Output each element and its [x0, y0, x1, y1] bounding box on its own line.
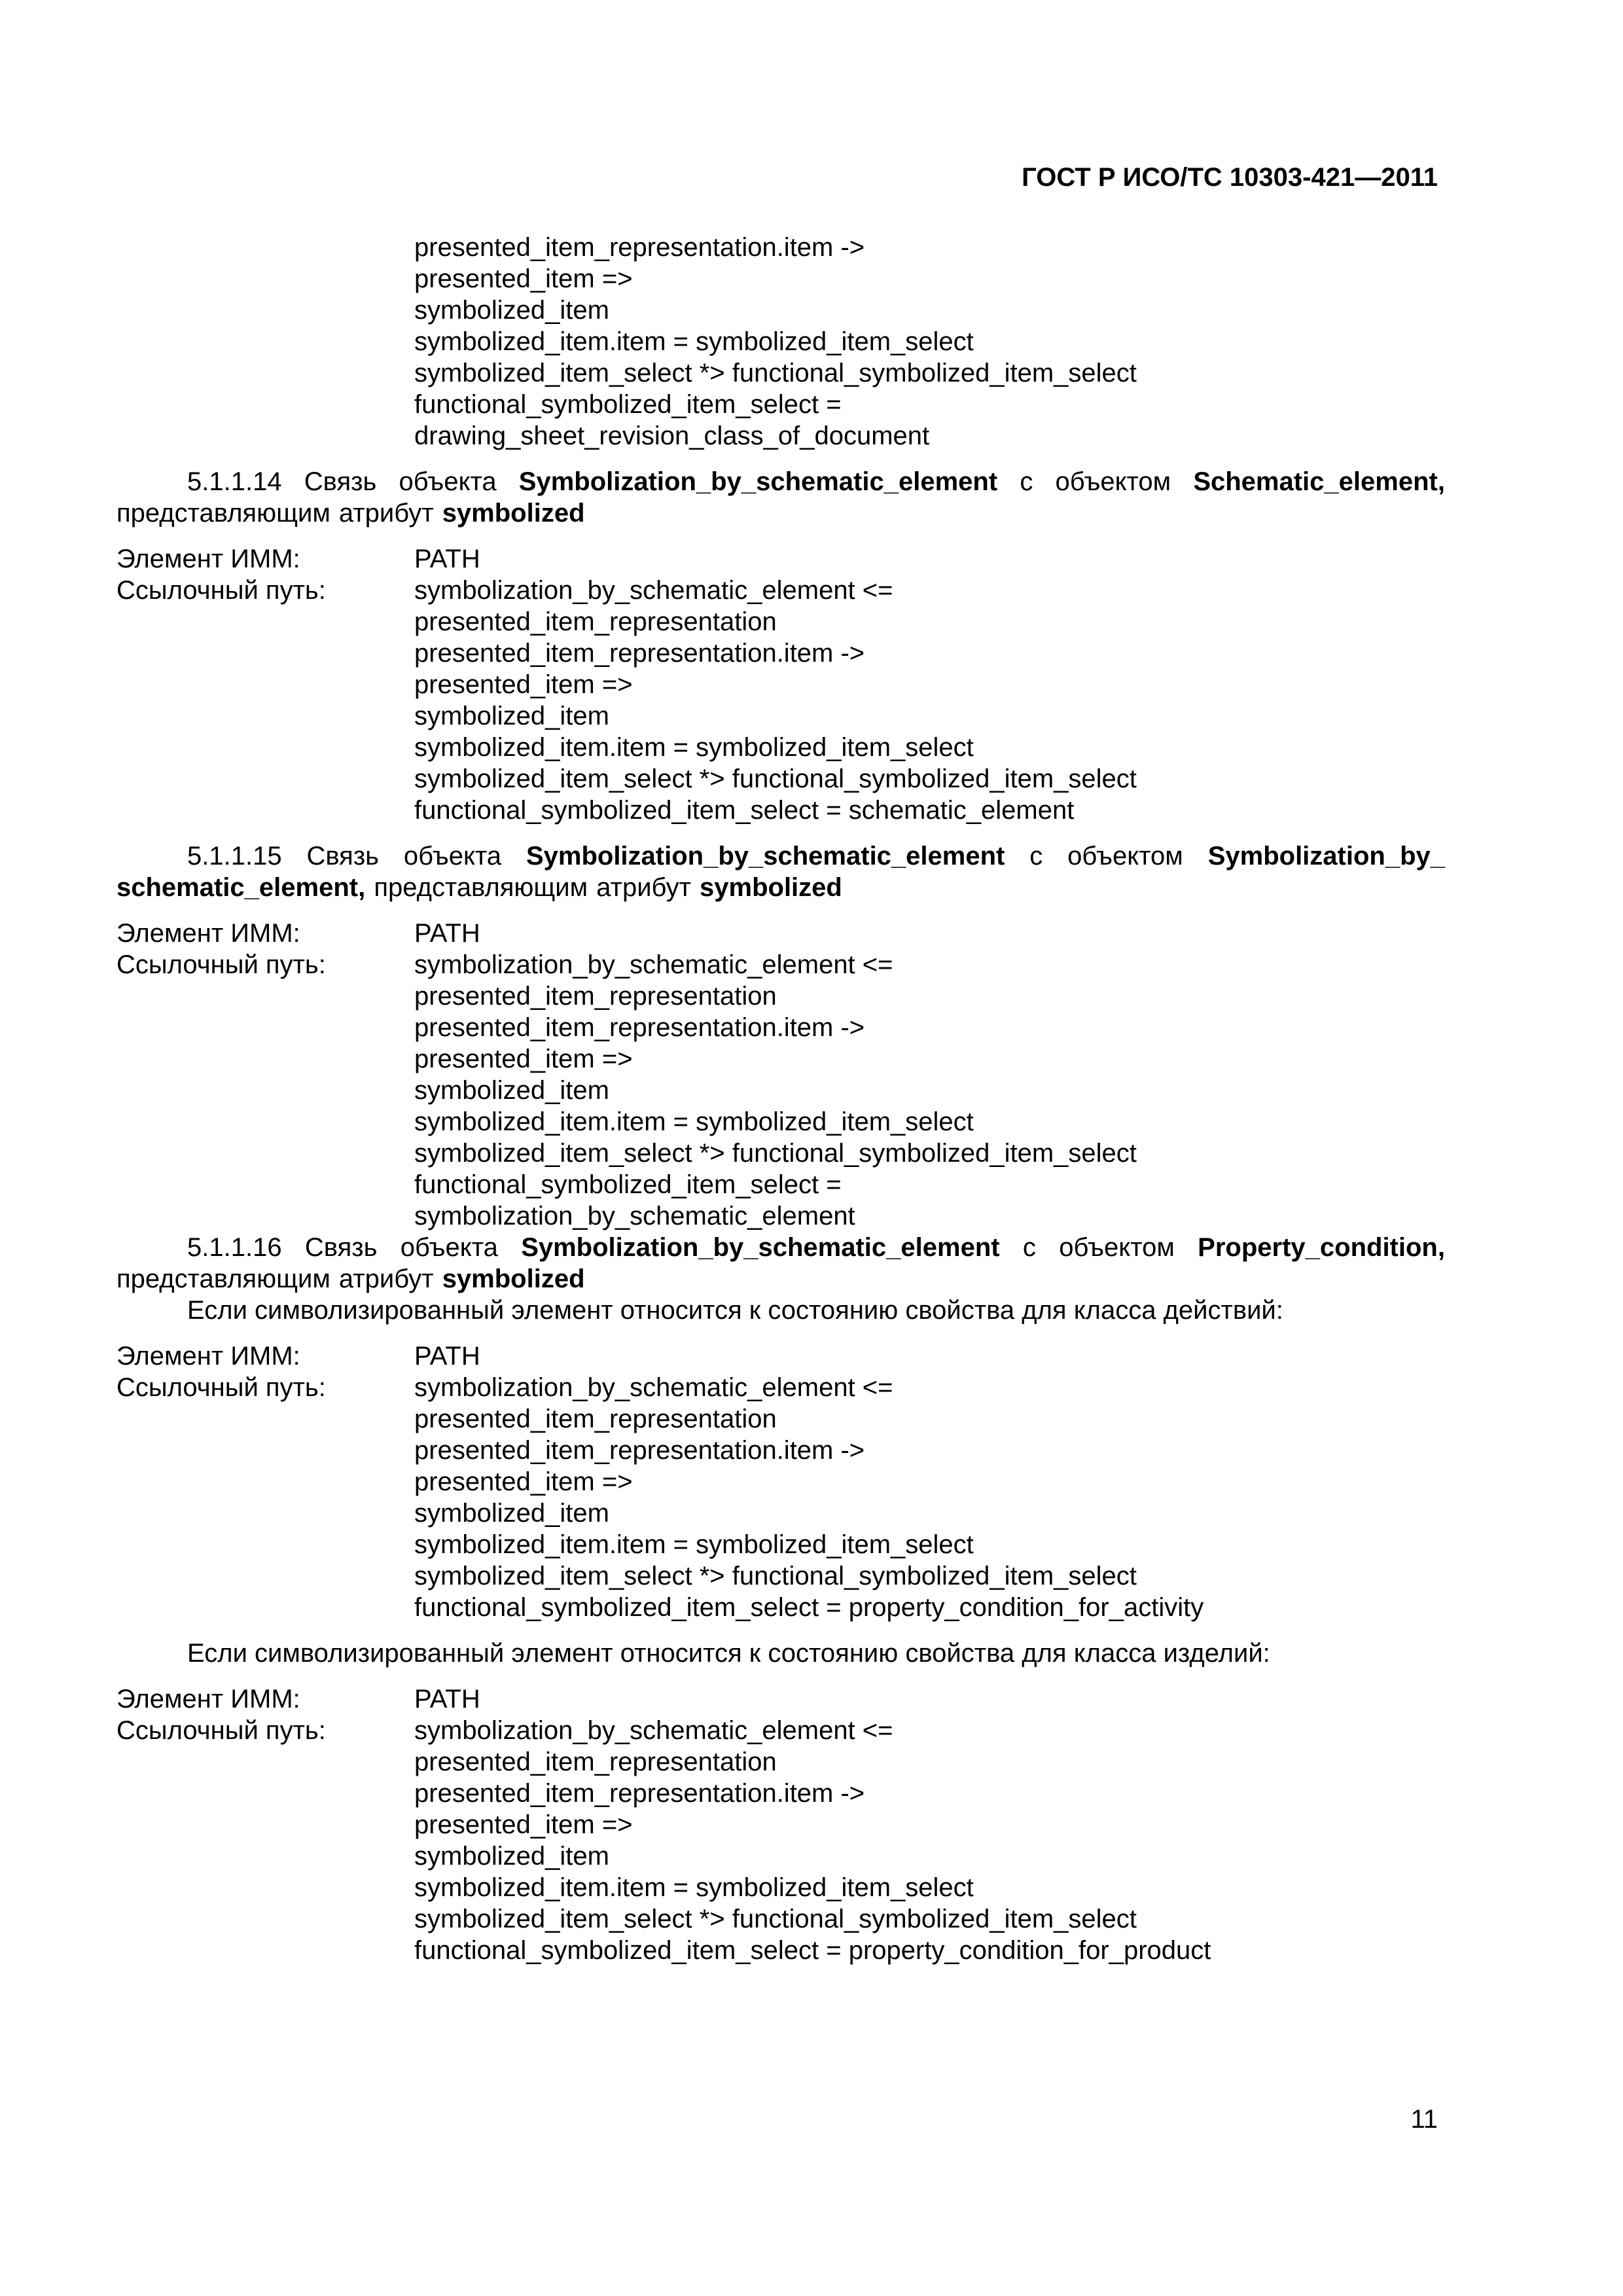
path-line: symbolized_item.item = symbolized_item_select [414, 1530, 974, 1559]
path-line: symbolized_item_select *> functional_symbolized_item_select [414, 1905, 1137, 1933]
ref-path-row [116, 949, 1445, 1232]
ref-path-label: Ссылочный путь: [116, 950, 326, 979]
path-line: presented_item_representation [414, 982, 777, 1011]
element-row [116, 918, 1445, 949]
path-line: functional_symbolized_item_select = [414, 1170, 842, 1199]
path-line: presented_item_representation.item -> [414, 639, 865, 668]
case-intro: Если символизированный элемент относится к состоянию свойства для класса действий: [187, 1296, 1283, 1325]
ref-path-value [414, 575, 1445, 826]
ref-path-label: Ссылочный путь: [116, 576, 326, 605]
path-line: functional_symbolized_item_select = property_condition_for_product [414, 1936, 1211, 1965]
path-line: symbolized_item [414, 296, 609, 325]
document-header: ГОСТ Р ИСО/ТС 10303-421—2011 [1022, 163, 1438, 192]
ref-path-row [116, 575, 1445, 826]
element-label: Элемент ИММ: [116, 1342, 300, 1371]
path-line: symbolization_by_schematic_element <= [414, 950, 893, 979]
element-value: PATH [414, 1685, 480, 1713]
element-value: PATH [414, 545, 480, 573]
path-line: symbolized_item.item = symbolized_item_select [414, 1873, 974, 1902]
ref-path-row [116, 1715, 1445, 1966]
path-line: functional_symbolized_item_select = schematic_element [414, 796, 1075, 825]
element-label: Элемент ИММ: [116, 1685, 300, 1713]
section-heading-5-1-1-14: 5.1.1.14 Связь объекта Symbolization_by_schematic_element с объектом Schematic_element, представляющим атрибут symbolized [116, 467, 1445, 528]
path-line: presented_item => [414, 264, 633, 293]
section-number: 5.1.1.16 [187, 1233, 282, 1262]
path-line: functional_symbolized_item_select = property_condition_for_activity [414, 1593, 1204, 1622]
ref-path-label: Ссылочный путь: [116, 1373, 326, 1402]
path-line: symbolized_item_select *> functional_symbolized_item_select [414, 1562, 1137, 1590]
path-line: functional_symbolized_item_select = [414, 390, 842, 419]
path-line: symbolization_by_schematic_element <= [414, 576, 893, 605]
path-line: symbolized_item_select *> functional_symbolized_item_select [414, 764, 1137, 793]
path-line: symbolization_by_schematic_element <= [414, 1373, 893, 1402]
page-number: 11 [1410, 2105, 1438, 2134]
ref-path-value [414, 1715, 1445, 1966]
path-line: presented_item_representation.item -> [414, 1436, 865, 1465]
path-line: symbolized_item [414, 1842, 609, 1871]
path-line: drawing_sheet_revision_class_of_document [414, 422, 930, 450]
path-line: presented_item => [414, 670, 633, 699]
element-row [116, 543, 1445, 575]
path-line: symbolized_item_select *> functional_symbolized_item_select [414, 1139, 1137, 1168]
element-row [116, 1340, 1445, 1372]
path-line: presented_item_representation [414, 1405, 777, 1433]
page-content [116, 232, 1445, 1966]
path-line: presented_item_representation.item -> [414, 1013, 865, 1042]
ref-path-value [414, 1372, 1445, 1623]
path-line: symbolized_item.item = symbolized_item_select [414, 1107, 974, 1136]
element-row [116, 1683, 1445, 1715]
section-heading-5-1-1-15: 5.1.1.15 Связь объекта Symbolization_by_schematic_element с объектом Symbolization_by_ schematic_element, представляющим атрибут symbolized [116, 842, 1446, 902]
path-line: symbolized_item [414, 1076, 609, 1105]
element-label: Элемент ИММ: [116, 545, 300, 573]
section-heading-5-1-1-16: 5.1.1.16 Связь объекта Symbolization_by_schematic_element с объектом Property_condition, представляющим атрибут symbolized [116, 1233, 1445, 1293]
path-line: symbolized_item_select *> functional_symbolized_item_select [414, 359, 1137, 387]
path-line: symbolization_by_schematic_element <= [414, 1716, 893, 1745]
case-intro: Если символизированный элемент относится к состоянию свойства для класса изделий: [187, 1639, 1270, 1668]
path-line: presented_item_representation.item -> [414, 233, 865, 262]
path-line: symbolized_item [414, 1499, 609, 1528]
ref-path-row [116, 1372, 1445, 1623]
ref-path-label: Ссылочный путь: [116, 1716, 326, 1745]
element-value: PATH [414, 919, 480, 948]
continued-path-block [116, 232, 1445, 452]
path-line: presented_item => [414, 1045, 633, 1073]
path-line: presented_item => [414, 1810, 633, 1839]
section-number: 5.1.1.14 [187, 467, 282, 496]
path-line: presented_item_representation [414, 607, 777, 636]
ref-path-value [414, 949, 1445, 1232]
path-line: symbolized_item.item = symbolized_item_select [414, 733, 974, 762]
path-line: presented_item_representation [414, 1748, 777, 1776]
element-label: Элемент ИММ: [116, 919, 300, 948]
path-line: presented_item => [414, 1467, 633, 1496]
section-number: 5.1.1.15 [187, 842, 282, 870]
element-value: PATH [414, 1342, 480, 1371]
path-line: symbolization_by_schematic_element [414, 1202, 855, 1230]
path-line: presented_item_representation.item -> [414, 1779, 865, 1808]
path-line: symbolized_item.item = symbolized_item_select [414, 327, 974, 356]
path-line: symbolized_item [414, 702, 609, 730]
